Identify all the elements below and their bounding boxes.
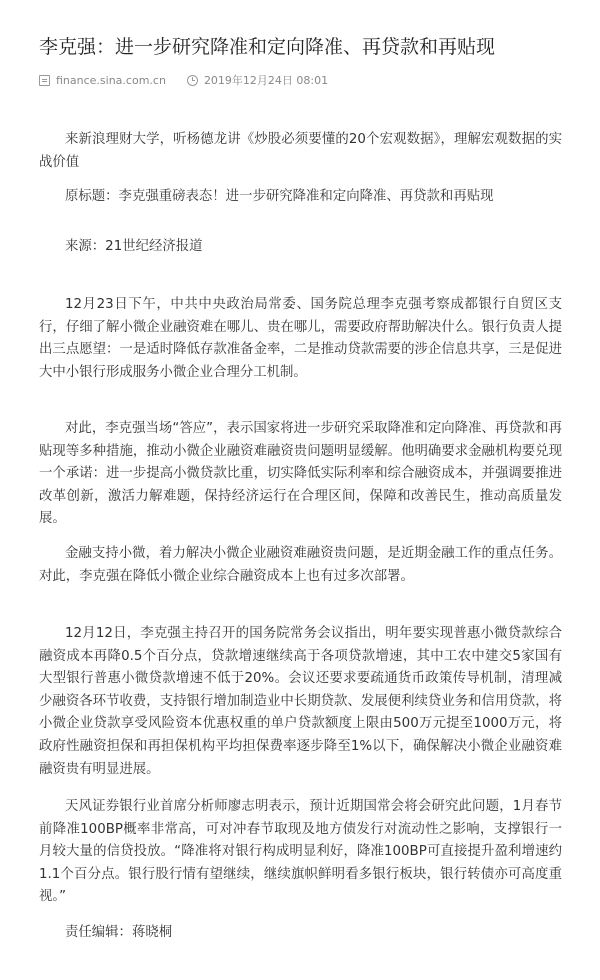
article-date: 2019年12月24日 08:01 [203, 74, 329, 87]
promo-paragraph[interactable]: 来新浪理财大学，听杨德龙讲《炒股必须要懂的20个宏观数据》，理解宏观数据的实战价值 [39, 132, 562, 170]
article-source[interactable]: finance.sina.com.cn [56, 73, 166, 87]
body-paragraph-4: 12月12日，李克强主持召开的国务院常务会议指出，明年要实现普惠小微贷款综合融资成本再降0.5个百分点，贷款增速继续高于各项贷款增速，其中工农中建交5家国有大型银行普惠小微贷款增速不低于20%。会议还要求要疏通货币政策传导机制，清理减少融资各环节收费，支持银行增加制造业中长期贷款、发展便利续贷业务和信用贷款，将小微企业贷款享受风险资本优惠权重的单户贷款额度上限由500万元提至1000万元，将政府性融资担保和再担保机构平均担保费率逐步降至1%以下，确保解决小微企业融资难融资贵有明显进展。 [39, 626, 562, 777]
article-meta [39, 71, 328, 89]
body-paragraph-2: 对此，李克强当场“答应”，表示国家将进一步研究采取降准和定向降准、再贷款和再贴现等多种措施，推动小微企业融资难融资贵问题明显缓解。他明确要求金融机构要兑现一个承诺：进一步提高小微贷款比重，切实降低实际利率和综合融资成本，并强调要推进改革创新，激活力解难题，保持经济运行在合理区间，保障和改善民生，推动高质量发展。 [39, 421, 562, 527]
document-icon [39, 75, 50, 86]
clock-icon [187, 75, 198, 86]
article-title: 李克强：进一步研究降准和定向降准、再贷款和再贴现 [39, 36, 496, 58]
body-paragraph-1: 12月23日下午，中共中央政治局常委、国务院总理李克强考察成都银行自贸区支行，仔细了解小微企业融资难在哪儿、贵在哪儿，需要政府帮助解决什么。银行负责人提出三点愿望：一是适时降低存款准备金率，二是推动贷款需要的涉企信息共享，三是促进大中小银行形成服务小微企业合理分工机制。 [39, 297, 562, 380]
body-paragraph-3: 金融支持小微，着力解决小微企业融资难融资贵问题，是近期金融工作的重点任务。对此，李克强在降低小微企业综合融资成本上也有过多次部署。 [39, 546, 562, 584]
original-title-paragraph: 原标题：李克强重磅表态！进一步研究降准和定向降准、再贷款和再贴现 [65, 189, 494, 204]
source-paragraph: 来源：21世纪经济报道 [65, 239, 203, 254]
body-paragraph-5: 天风证券银行业首席分析师廖志明表示，预计近期国常会将会研究此问题，1月春节前降准100BP概率非常高，可对冲春节取现及地方债发行对流动性之影响，支撑银行一月较大量的信贷投放。“降准将对银行构成明显利好，降准100BP可直接提升盈利增速约1.1个百分点。银行股行情有望继续，继续旗帜鲜明看多银行板块，银行转债亦可高度重视。” [39, 799, 562, 905]
editor-line: 责任编辑：蒋晓桐 [65, 925, 173, 940]
